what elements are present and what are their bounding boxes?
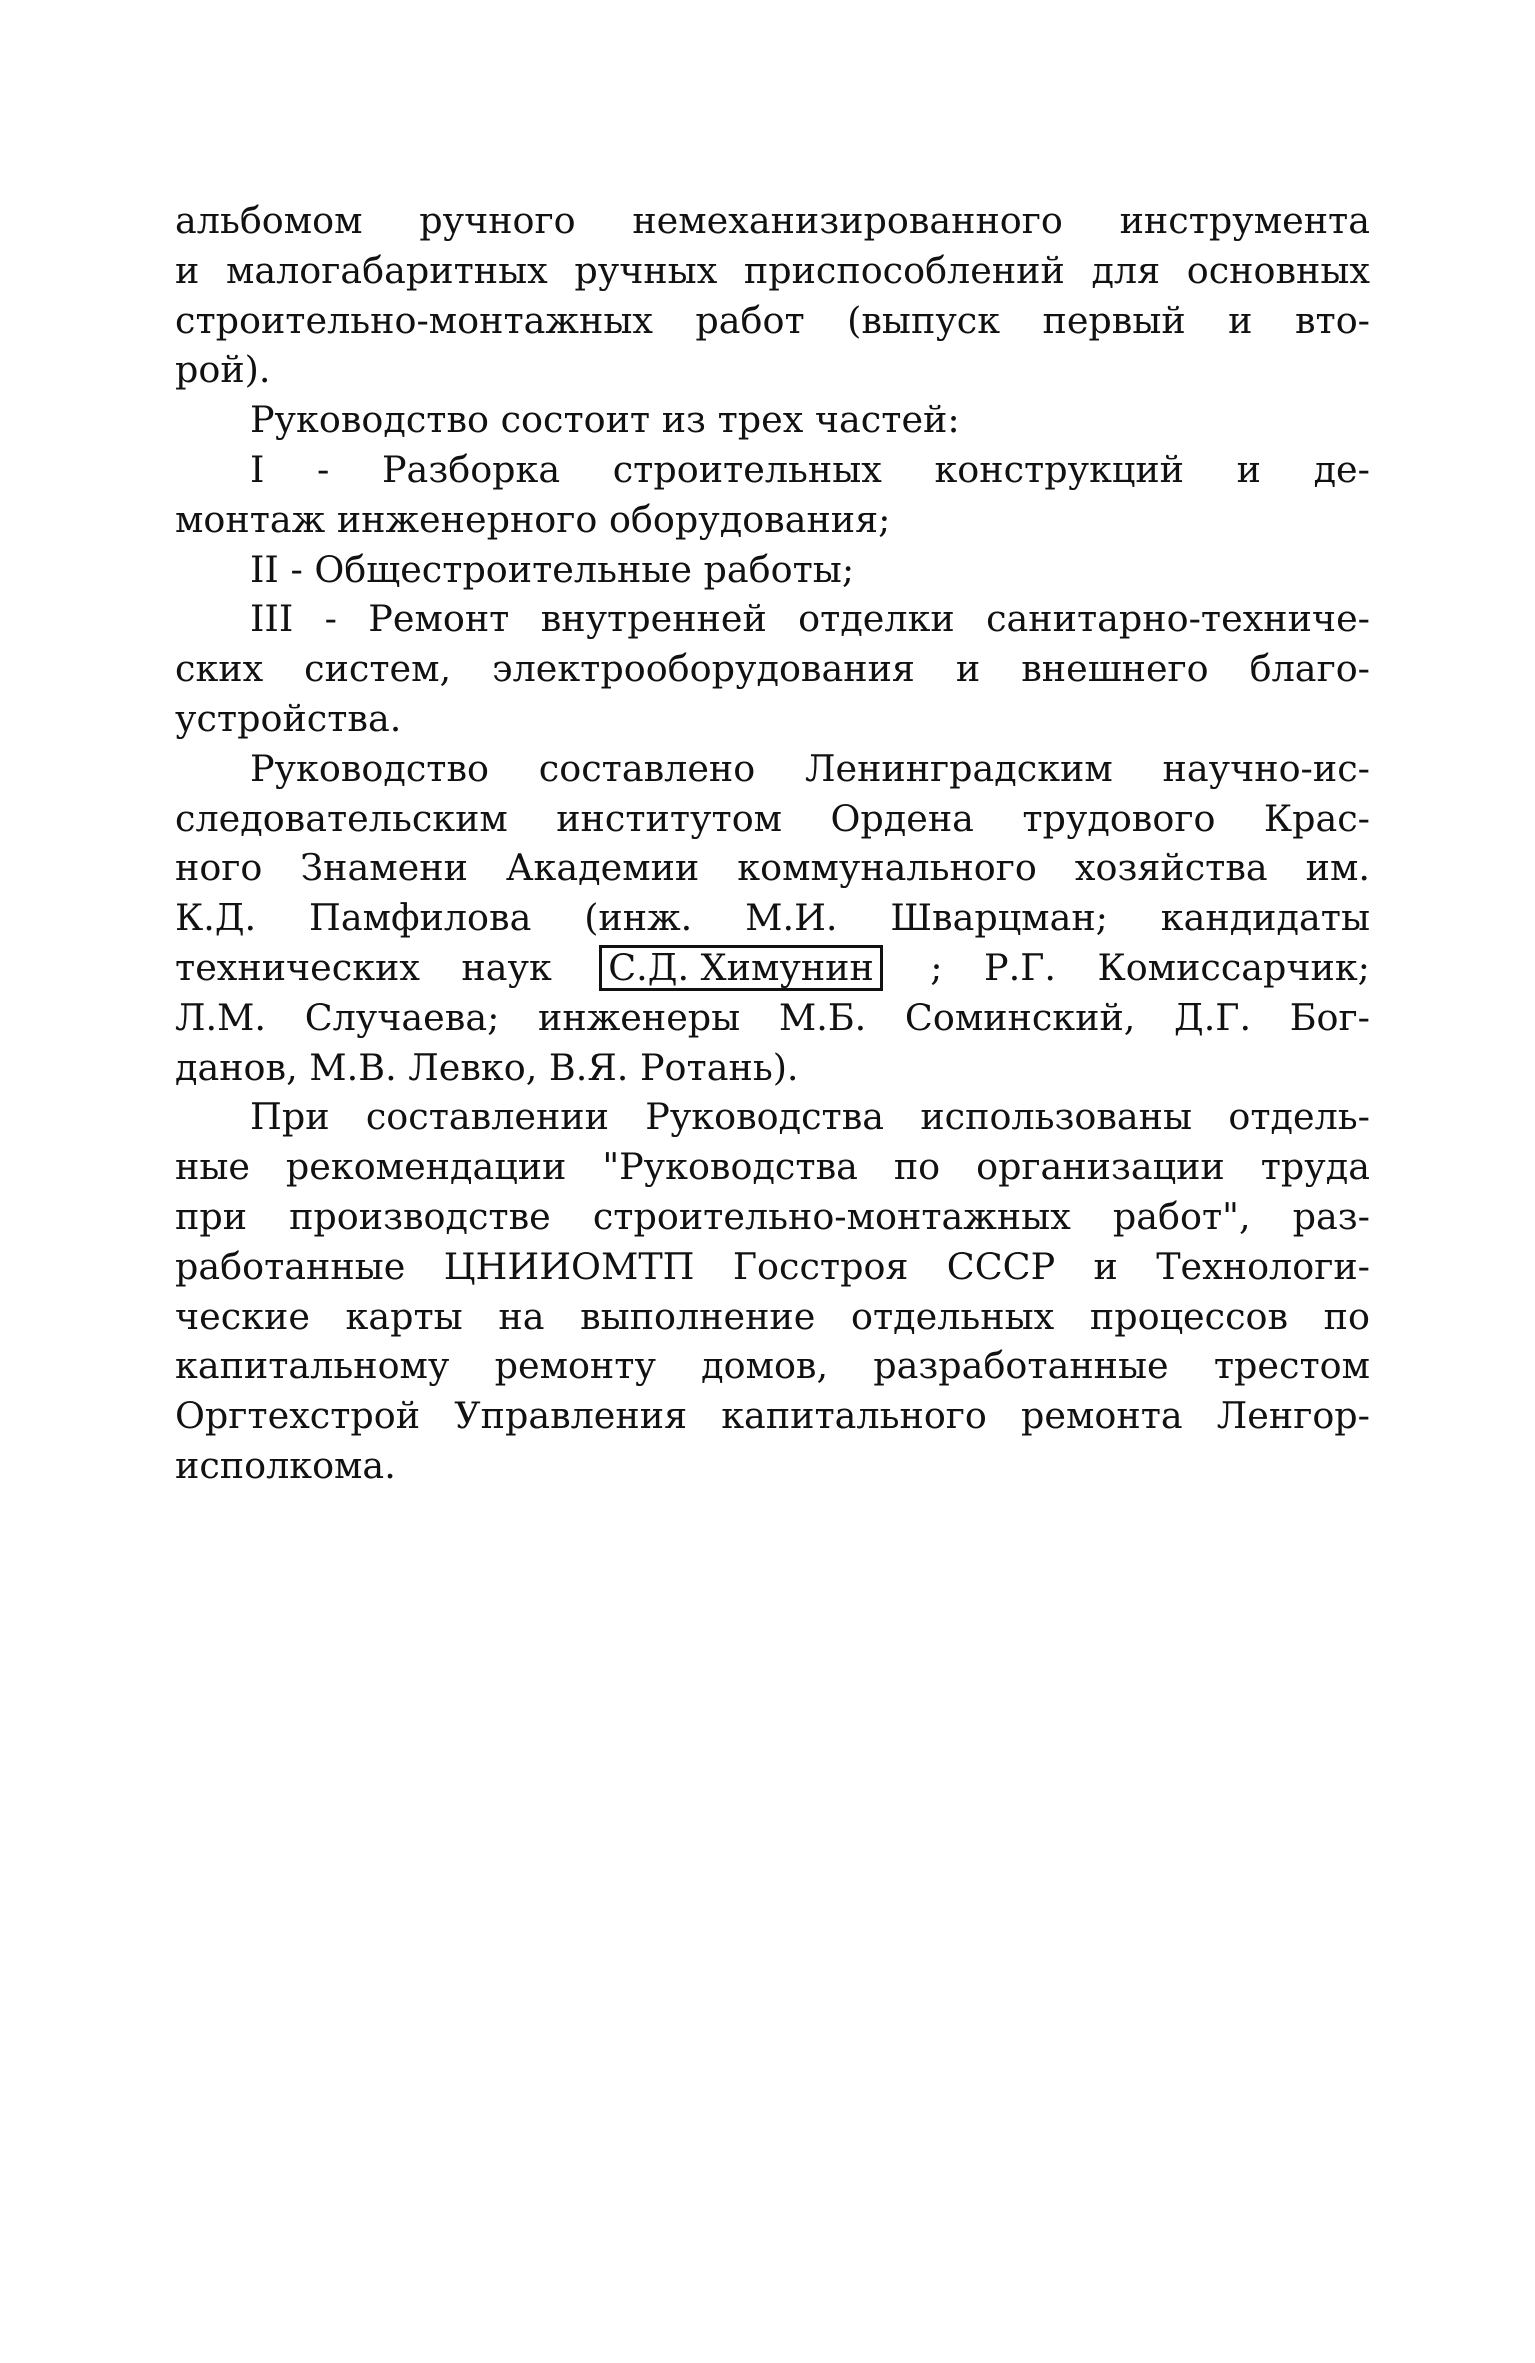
text-line: III - Ремонт внутренней отделки санитарно-техниче- [250, 597, 1370, 641]
text-line: монтаж инженерного оборудования; [175, 497, 891, 541]
text-fragment: технических наук [175, 945, 552, 989]
part-one [175, 445, 1370, 545]
text-line: и малогабаритных ручных приспособлений для основных [175, 248, 1370, 292]
text-line: К.Д. Памфилова (инж. М.И. Шварцман; кандидаты [175, 896, 1370, 940]
part-three [175, 594, 1370, 743]
text-line: ских систем, электрооборудования и внешнего благо- [175, 647, 1370, 691]
text-line: Л.М. Случаева; инженеры М.Б. Соминский, Д.Г. Бог- [175, 995, 1370, 1039]
intro-paragraph [175, 196, 1370, 395]
sources-paragraph [175, 1092, 1370, 1490]
text-line: устройства. [175, 696, 402, 740]
text-line-with-box [175, 943, 1370, 993]
parts-heading: Руководство состоит из трех частей: [250, 398, 960, 442]
text-line: работанные ЦНИИОМТП Госстроя СССР и Технологи- [175, 1244, 1370, 1288]
text-fragment: ; Р.Г. Комиссарчик; [930, 945, 1370, 989]
text-line: ного Знамени Академии коммунального хозяйства им. [175, 846, 1370, 890]
text-line: исполкома. [175, 1443, 396, 1487]
text-line: данов, М.В. Левко, В.Я. Ротань). [175, 1045, 799, 1089]
part-two [175, 545, 1370, 595]
text-line: следовательским институтом Ордена трудового Крас- [175, 796, 1370, 840]
text-line: При составлении Руководства использованы отдель- [250, 1095, 1370, 1139]
text-line: ческие карты на выполнение отдельных процессов по [175, 1294, 1370, 1338]
text-line: ные рекомендации "Руководства по организации труда [175, 1145, 1370, 1189]
text-line: I - Разборка строительных конструкций и де- [250, 447, 1370, 491]
text-line: рой). [175, 348, 271, 392]
text-line: при производстве строительно-монтажных работ", раз- [175, 1194, 1370, 1238]
document-body [175, 196, 1370, 1491]
authors-paragraph [175, 744, 1370, 1093]
text-line: альбомом ручного немеханизированного инструмента [175, 199, 1370, 242]
text-line: II - Общестроительные работы; [250, 547, 855, 591]
boxed-author-name: С.Д. Химунин [599, 945, 883, 991]
text-line: строительно-монтажных работ (выпуск первый и вто- [175, 298, 1370, 342]
parts-paragraph [175, 395, 1370, 445]
text-line: капитальному ремонту домов, разработанные трестом [175, 1344, 1370, 1388]
text-line: Оргтехстрой Управления капитального ремонта Ленгор- [175, 1394, 1370, 1438]
text-line: Руководство составлено Ленинградским научно-ис- [250, 746, 1370, 790]
